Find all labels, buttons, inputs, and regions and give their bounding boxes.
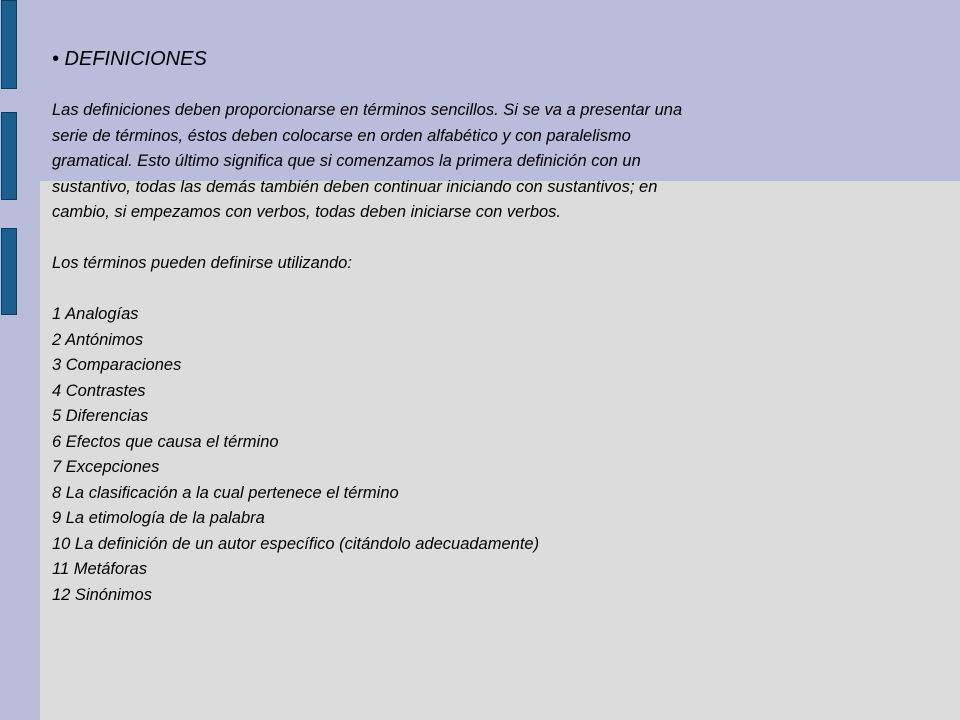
side-decoration-bar	[1, 112, 17, 200]
definition-paragraph	[52, 98, 942, 226]
paragraph-line: gramatical. Esto último significa que si comenzamos la primera definición con un	[52, 152, 641, 170]
paragraph-line: sustantivo, todas las demás también deben continuar iniciando con sustantivos; en	[52, 177, 658, 196]
list-item: 7 Excepciones	[52, 458, 160, 476]
paragraph-line: cambio, si empezamos con verbos, todas deben iniciarse con verbos.	[52, 203, 562, 221]
list-item: 11 Metáforas	[52, 560, 148, 578]
list-item: 8 La clasificación a la cual pertenece el término	[52, 483, 399, 502]
list-intro: Los términos pueden definirse utilizando:	[52, 253, 352, 272]
list-item: 5 Diferencias	[52, 407, 149, 425]
slide-title: • DEFINICIONES	[52, 48, 207, 70]
list-item: 10 La definición de un autor específico (citándolo adecuadamente)	[52, 534, 540, 553]
left-background-strip	[0, 0, 40, 720]
list-item: 1 Analogías	[52, 305, 139, 323]
paragraph-line: Las definiciones deben proporcionarse en términos sencillos. Si se va a presentar una	[52, 101, 683, 119]
slide-content	[52, 46, 942, 608]
list-item: 2 Antónimos	[52, 330, 144, 349]
list-item: 9 La etimología de la palabra	[52, 509, 265, 527]
paragraph-line: serie de términos, éstos deben colocarse en orden alfabético y con paralelismo	[52, 126, 631, 145]
side-decoration-bar	[1, 0, 17, 89]
definition-methods-list	[52, 302, 942, 608]
list-item: 4 Contrastes	[52, 381, 146, 400]
list-item: 3 Comparaciones	[52, 356, 182, 374]
list-item: 12 Sinónimos	[52, 585, 152, 604]
list-item: 6 Efectos que causa el término	[52, 432, 279, 451]
side-decoration-bar	[1, 228, 17, 315]
